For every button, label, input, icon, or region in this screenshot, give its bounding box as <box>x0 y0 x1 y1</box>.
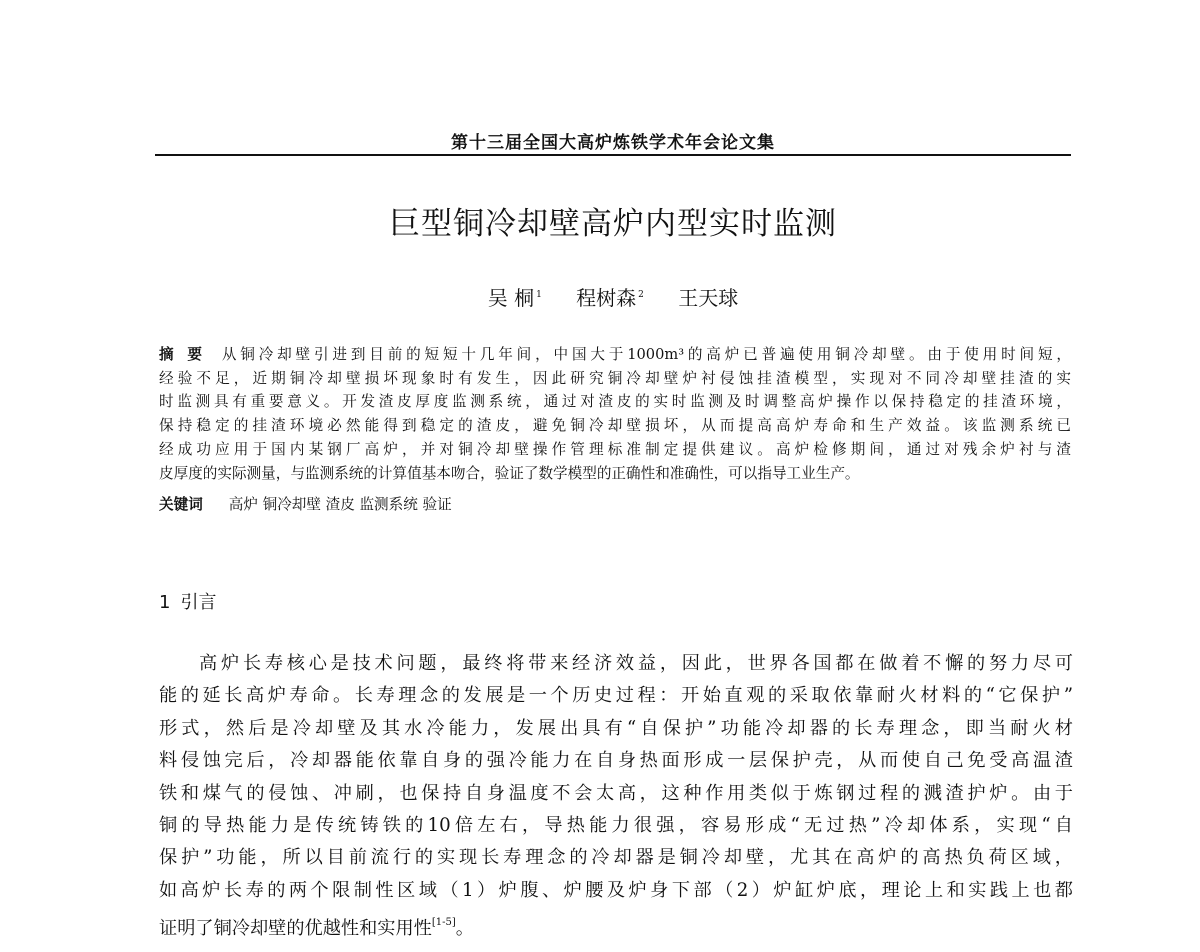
body-line: 铜的导热能力是传统铸铁的10倍左右，导热能力很强，容易形成“无过热”冷却体系，实现“自 <box>159 815 1073 837</box>
citation-reference[interactable]: [1-5] <box>431 917 456 929</box>
body-line-text: 证明了铜冷却壁的优越性和实用性 <box>159 918 432 940</box>
abstract-line: 保持稳定的挂渣环境必然能得到稳定的渣皮，避免铜冷却壁损坏，从而提高高炉寿命和生产效益。该监测系统已 <box>159 417 1071 435</box>
body-line: 高炉长寿核心是技术问题，最终将带来经济效益，因此，世界各国都在做着不懈的努力尽可 <box>199 653 1073 674</box>
section-title: 引言 <box>180 592 217 613</box>
keywords-label: 关键词 <box>159 496 203 513</box>
body-line: 能的延长高炉寿命。长寿理念的发展是一个历史过程：开始直观的采取依靠耐火材料的“它保护” <box>159 685 1073 707</box>
abstract-line: 经验不足，近期铜冷却壁损坏现象时有发生，因此研究铜冷却壁炉衬侵蚀挂渣模型，实现对不同冷却壁挂渣的实 <box>159 369 1071 387</box>
body-line <box>159 907 1073 945</box>
body-line: 保护”功能，所以目前流行的实现长寿理念的冷却器是铜冷却壁，尤其在高炉的高热负荷区域， <box>159 847 1073 869</box>
keywords <box>159 493 1071 514</box>
abstract-label: 摘要 <box>159 346 216 363</box>
author-name: 王天球 <box>678 286 739 310</box>
body-line: 如高炉长寿的两个限制性区域（1）炉腹、炉腰及炉身下部（2）炉缸炉底，理论上和实践上也都 <box>159 879 1073 901</box>
running-head: 第十三届全国大高炉炼铁学术年会论文集 <box>451 133 775 153</box>
keywords-text: 高炉 铜冷却壁 渣皮 监测系统 验证 <box>228 496 452 513</box>
body-line: 铁和煤气的侵蚀、冲刷，也保持自身温度不会太高，这种作用类似于炼钢过程的溅渣护炉。由于 <box>159 782 1073 804</box>
section-number: 1 <box>159 592 171 613</box>
abstract <box>159 343 1071 485</box>
body-line-punct: 。 <box>455 918 474 940</box>
body-line: 料侵蚀完后，冷却器能依靠自身的强冷能力在自身热面形成一层保护壳，从而使自己免受高温渣 <box>159 750 1073 772</box>
abstract-line <box>159 343 1071 367</box>
abstract-text: 从铜冷却壁引进到目前的短短十几年间，中国大于1000m³的高炉已普遍使用铜冷却壁。由于使用时间短， <box>221 346 1071 363</box>
paper-title: 巨型铜冷却壁高炉内型实时监测 <box>389 206 837 242</box>
author-3 <box>678 286 738 310</box>
author-affiliation: 1 <box>536 290 542 300</box>
author-1 <box>488 286 542 310</box>
abstract-line: 时监测具有重要意义。开发渣皮厚度监测系统，通过对渣皮的实时监测及时调整高炉操作以保持稳定的挂渣环境， <box>159 393 1071 411</box>
body-paragraph <box>159 648 1073 946</box>
abstract-line: 经成功应用于国内某钢厂高炉，并对铜冷却壁操作管理标准制定提供建议。高炉检修期间，通过对残余炉衬与渣 <box>159 440 1071 458</box>
author-name: 吴 桐 <box>487 286 535 310</box>
header-rule <box>155 154 1071 156</box>
body-line: 形式，然后是冷却壁及其水冷能力，发展出具有“自保护”功能冷却器的长寿理念，即当耐火材 <box>159 717 1073 739</box>
abstract-line: 皮厚度的实际测量，与监测系统的计算值基本吻合，验证了数学模型的正确性和准确性，可以指导工业生产。 <box>159 464 860 482</box>
author-list <box>155 282 1071 311</box>
author-2 <box>576 286 644 310</box>
author-affiliation: 2 <box>638 290 644 300</box>
author-name: 程树森 <box>576 286 637 310</box>
section-heading <box>159 588 216 614</box>
